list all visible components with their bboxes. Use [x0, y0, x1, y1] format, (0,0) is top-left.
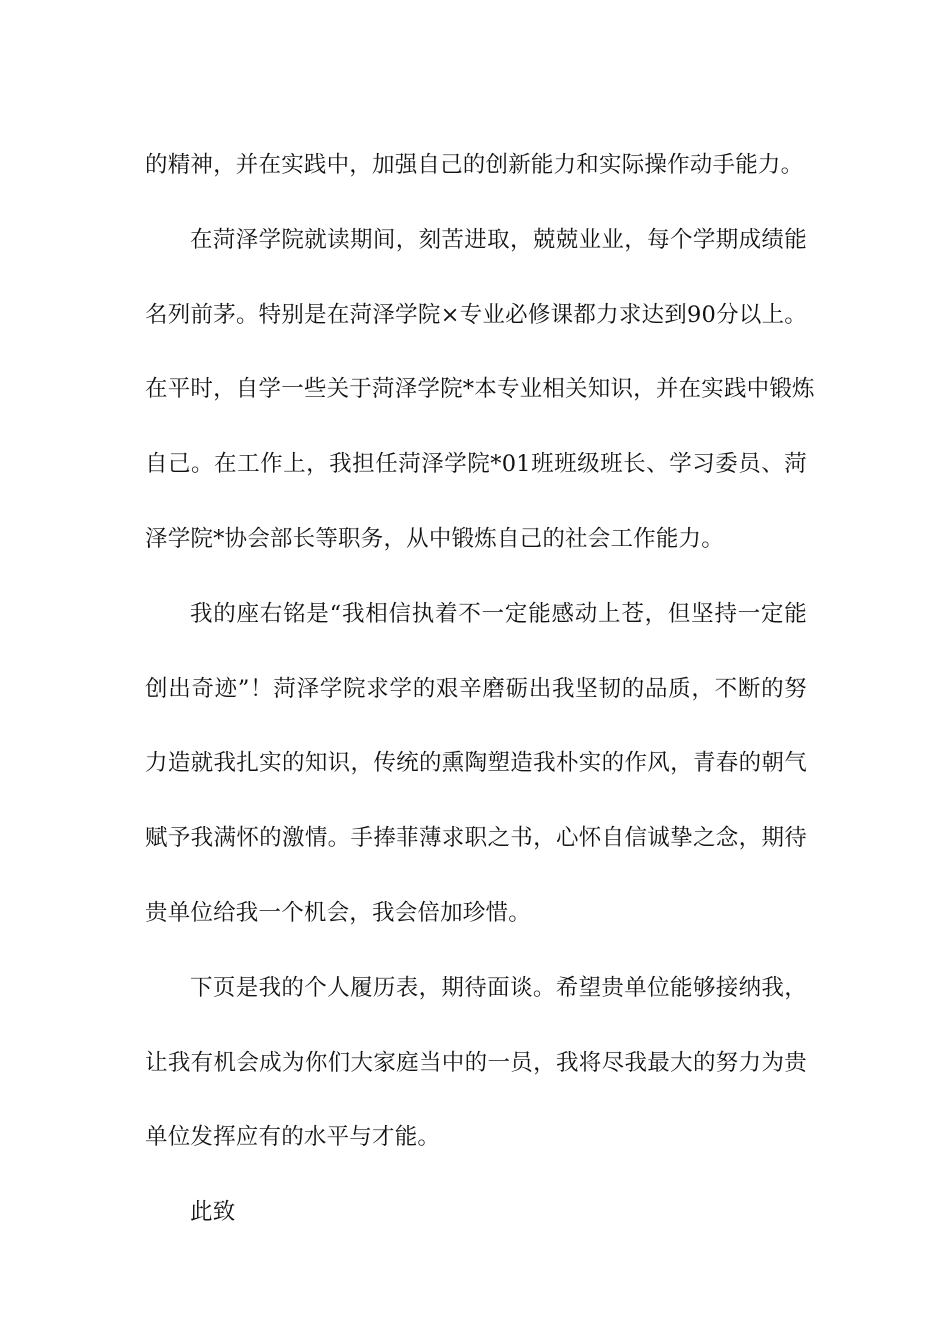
text-line-7: 我的座右铭是“我相信执着不一定能感动上苍，但坚持一定能 — [190, 600, 807, 627]
text-line-8: 创出奇迹”！菏泽学院求学的艰辛磨砺出我坚韧的品质，不断的努 — [145, 675, 807, 702]
text-line-6: 泽学院*协会部长等职务，从中锻炼自己的社会工作能力。 — [145, 525, 724, 552]
text-line-12: 下页是我的个人履历表，期待面谈。希望贵单位能够接纳我， — [190, 974, 807, 1001]
text-line-14: 单位发挥应有的水平与才能。 — [145, 1124, 441, 1151]
text-line-11: 贵单位给我一个机会，我会倍加珍惜。 — [145, 899, 531, 926]
text-line-3: 名列前茅。特别是在菏泽学院×专业必修课都力求达到90分以上。 — [145, 301, 807, 328]
text-line-13: 让我有机会成为你们大家庭当中的一员，我将尽我最大的努力为贵 — [145, 1049, 807, 1076]
text-line-4: 在平时，自学一些关于菏泽学院*本专业相关知识，并在实践中锻炼 — [145, 376, 815, 403]
text-line-10: 赋予我满怀的激情。手捧菲薄求职之书，心怀自信诚挚之念，期待 — [145, 825, 807, 852]
text-line-9: 力造就我扎实的知识，传统的熏陶塑造我朴实的作风，青春的朝气 — [145, 750, 807, 777]
letter-body — [145, 128, 815, 1250]
text-line-2: 在菏泽学院就读期间，刻苦进取，兢兢业业，每个学期成绩能 — [190, 226, 807, 253]
closing-salutation: 此致 — [190, 1199, 236, 1226]
text-line-1: 的精神，并在实践中，加强自己的创新能力和实际操作动手能力。 — [145, 152, 804, 178]
text-line-5: 自己。在工作上，我担任菏泽学院*01班班级班长、学习委员、菏 — [145, 451, 807, 478]
